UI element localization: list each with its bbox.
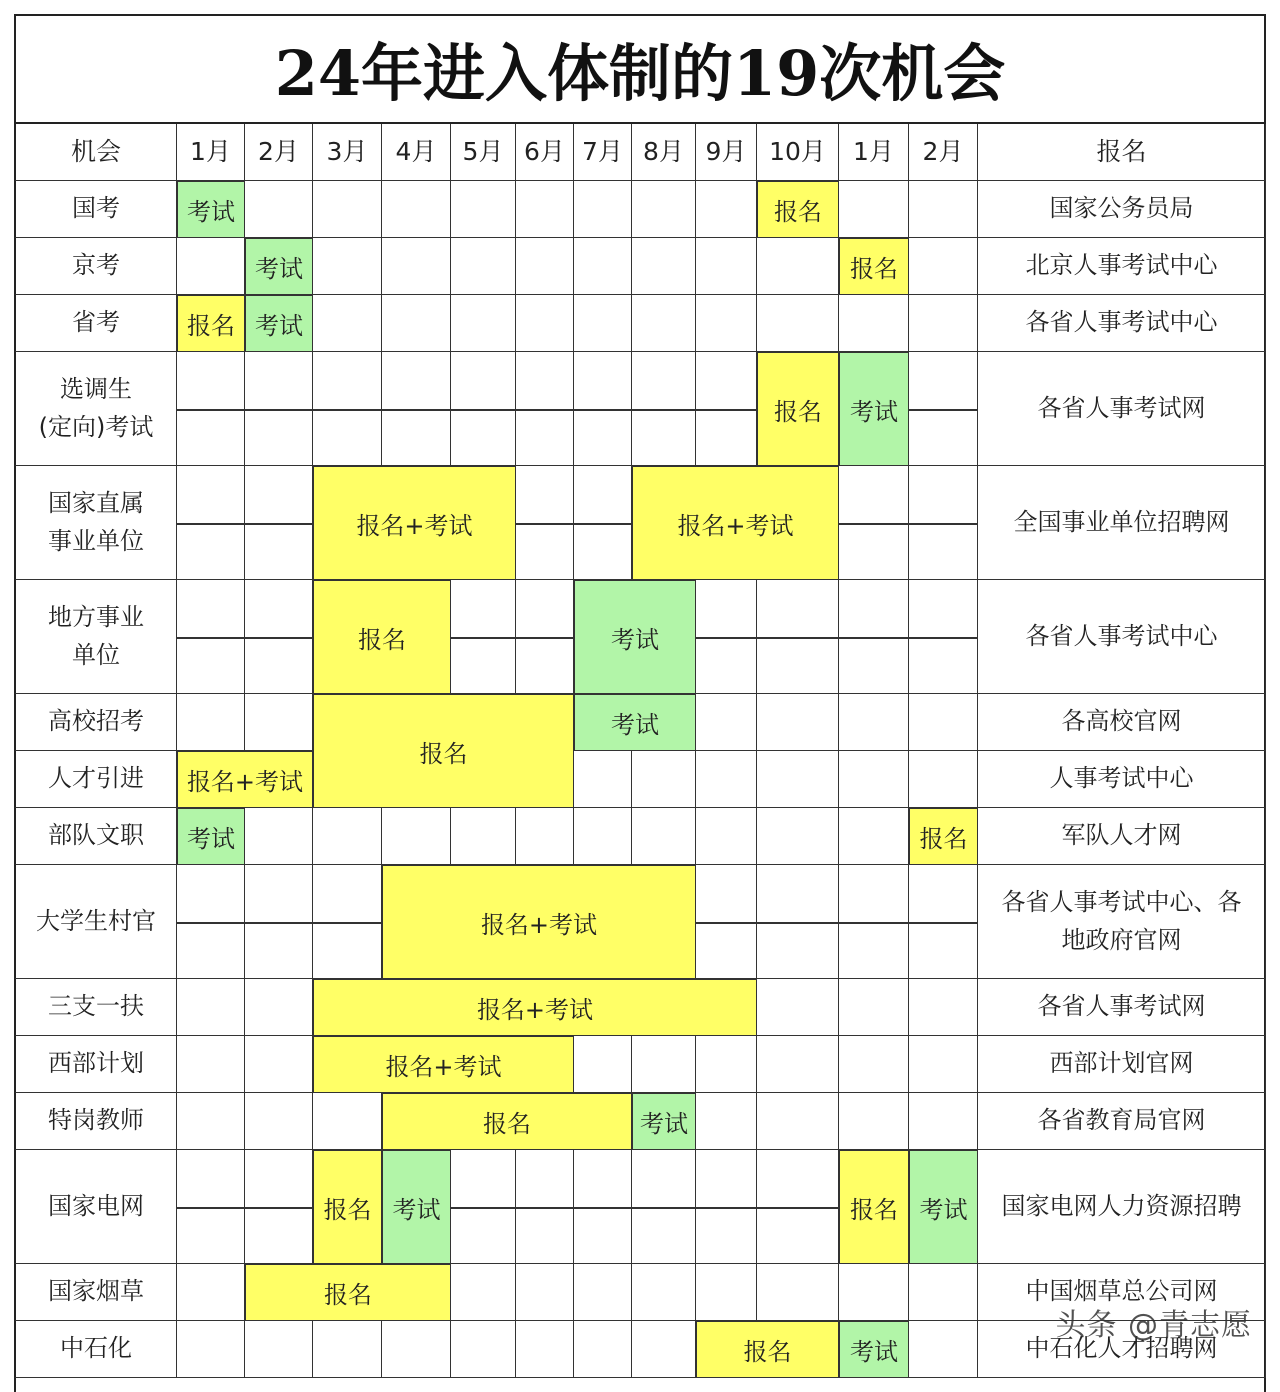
row-divider <box>632 409 696 411</box>
row-divider <box>245 922 313 924</box>
month-cell <box>245 694 313 751</box>
signup-bar: 报名+考试 <box>313 979 757 1036</box>
month-cell <box>696 238 757 295</box>
header-cell: 6月 <box>516 124 574 181</box>
signup-bar: 报名+考试 <box>313 466 516 580</box>
month-cell <box>632 181 696 238</box>
registration-source: 军队人才网 <box>978 808 1266 865</box>
row-divider <box>177 523 245 525</box>
month-cell <box>839 295 909 352</box>
month-cell <box>451 295 516 352</box>
month-cell <box>909 1264 978 1321</box>
registration-source: 中国烟草总公司网 <box>978 1264 1266 1321</box>
exam-bar: 考试 <box>177 808 245 865</box>
header-cell: 2月 <box>245 124 313 181</box>
month-cell <box>245 979 313 1036</box>
month-cell <box>382 238 451 295</box>
month-cell <box>177 979 245 1036</box>
opportunity-name: 三支一扶 <box>14 979 177 1036</box>
row-divider <box>839 523 909 525</box>
month-cell <box>313 808 382 865</box>
registration-source: 人事考试中心 <box>978 751 1266 808</box>
signup-bar: 报名+考试 <box>632 466 839 580</box>
month-cell <box>516 1264 574 1321</box>
exam-bar: 考试 <box>245 295 313 352</box>
row-divider <box>696 1207 757 1209</box>
signup-bar: 报名 <box>313 1150 382 1264</box>
month-cell <box>757 979 839 1036</box>
row-divider <box>245 523 313 525</box>
header-cell: 报名 <box>978 124 1266 181</box>
month-cell <box>757 808 839 865</box>
row-divider <box>839 922 909 924</box>
row-divider <box>909 922 978 924</box>
month-cell <box>574 751 632 808</box>
registration-source: 各省人事考试中心 <box>978 580 1266 694</box>
month-cell <box>696 808 757 865</box>
signup-bar: 报名+考试 <box>177 751 313 808</box>
month-cell <box>909 1321 978 1378</box>
watermark: 头条 @青志愿 <box>1055 1308 1252 1343</box>
row-divider <box>757 637 839 639</box>
exam-bar: 考试 <box>245 238 313 295</box>
opportunity-name: 部队文职 <box>14 808 177 865</box>
header-cell: 机会 <box>14 124 177 181</box>
month-cell <box>574 238 632 295</box>
month-cell <box>245 808 313 865</box>
row-divider <box>516 409 574 411</box>
month-cell <box>696 1264 757 1321</box>
registration-source: 各省人事考试中心、各 地政府官网 <box>978 865 1266 979</box>
registration-source: 国家公务员局 <box>978 181 1266 238</box>
month-cell <box>516 181 574 238</box>
month-cell <box>382 1321 451 1378</box>
row-divider <box>516 523 574 525</box>
signup-bar: 报名 <box>757 181 839 238</box>
month-cell <box>451 181 516 238</box>
month-cell <box>757 1036 839 1093</box>
row-divider <box>909 409 978 411</box>
opportunity-name: 地方事业 单位 <box>14 580 177 694</box>
row-divider <box>382 409 451 411</box>
signup-bar: 报名 <box>909 808 978 865</box>
registration-source: 北京人事考试中心 <box>978 238 1266 295</box>
row-divider <box>516 1207 574 1209</box>
month-cell <box>839 694 909 751</box>
month-cell <box>451 808 516 865</box>
header-cell: 9月 <box>696 124 757 181</box>
signup-bar: 报名 <box>245 1264 451 1321</box>
month-cell <box>313 1093 382 1150</box>
row-divider <box>632 1207 696 1209</box>
month-cell <box>382 808 451 865</box>
opportunity-name: 国家电网 <box>14 1150 177 1264</box>
month-cell <box>909 694 978 751</box>
month-cell <box>909 979 978 1036</box>
month-cell <box>574 1264 632 1321</box>
header-cell: 1月 <box>177 124 245 181</box>
month-cell <box>245 1093 313 1150</box>
month-cell <box>516 1321 574 1378</box>
month-cell <box>313 181 382 238</box>
signup-bar: 报名 <box>757 352 839 466</box>
opportunity-name: 大学生村官 <box>14 865 177 979</box>
month-cell <box>909 238 978 295</box>
month-cell <box>909 1036 978 1093</box>
month-cell <box>839 808 909 865</box>
exam-bar: 考试 <box>574 580 696 694</box>
row-divider <box>909 637 978 639</box>
registration-source: 国家电网人力资源招聘 <box>978 1150 1266 1264</box>
month-cell <box>696 694 757 751</box>
month-cell <box>245 1321 313 1378</box>
header-cell: 10月 <box>757 124 839 181</box>
month-cell <box>909 751 978 808</box>
month-cell <box>909 1093 978 1150</box>
opportunity-name: 高校招考 <box>14 694 177 751</box>
registration-source: 各省教育局官网 <box>978 1093 1266 1150</box>
registration-source: 西部计划官网 <box>978 1036 1266 1093</box>
opportunity-name: 京考 <box>14 238 177 295</box>
month-cell <box>696 1093 757 1150</box>
month-cell <box>839 1036 909 1093</box>
month-cell <box>574 295 632 352</box>
header-cell: 4月 <box>382 124 451 181</box>
row-divider <box>451 637 516 639</box>
header-cell: 1月 <box>839 124 909 181</box>
row-divider <box>313 409 382 411</box>
month-cell <box>839 751 909 808</box>
signup-bar: 报名 <box>839 238 909 295</box>
month-cell <box>516 808 574 865</box>
exam-bar: 考试 <box>177 181 245 238</box>
month-cell <box>839 1264 909 1321</box>
month-cell <box>574 808 632 865</box>
row-divider <box>757 1207 839 1209</box>
month-cell <box>313 1321 382 1378</box>
month-cell <box>632 808 696 865</box>
month-cell <box>909 295 978 352</box>
opportunity-name: 省考 <box>14 295 177 352</box>
month-cell <box>516 238 574 295</box>
exam-bar: 考试 <box>909 1150 978 1264</box>
month-cell <box>451 1321 516 1378</box>
month-cell <box>177 1093 245 1150</box>
month-cell <box>177 694 245 751</box>
row-divider <box>451 409 516 411</box>
header-cell: 5月 <box>451 124 516 181</box>
header-cell: 3月 <box>313 124 382 181</box>
month-cell <box>757 1093 839 1150</box>
opportunity-name: 特岗教师 <box>14 1093 177 1150</box>
row-divider <box>516 637 574 639</box>
opportunity-name: 国考 <box>14 181 177 238</box>
row-divider <box>574 523 632 525</box>
month-cell <box>313 295 382 352</box>
row-divider <box>313 922 382 924</box>
month-cell <box>245 1036 313 1093</box>
month-cell <box>632 1036 696 1093</box>
registration-source: 各省人事考试中心 <box>978 295 1266 352</box>
month-cell <box>757 295 839 352</box>
registration-source: 全国事业单位招聘网 <box>978 466 1266 580</box>
month-cell <box>382 181 451 238</box>
month-cell <box>177 238 245 295</box>
month-cell <box>839 1093 909 1150</box>
month-cell <box>177 1321 245 1378</box>
row-divider <box>177 637 245 639</box>
signup-bar: 报名 <box>696 1321 839 1378</box>
opportunity-name: 国家烟草 <box>14 1264 177 1321</box>
row-divider <box>757 922 839 924</box>
month-cell <box>696 751 757 808</box>
row-divider <box>909 523 978 525</box>
signup-bar: 报名+考试 <box>313 1036 574 1093</box>
header-cell: 7月 <box>574 124 632 181</box>
row-divider <box>696 922 757 924</box>
month-cell <box>574 181 632 238</box>
month-cell <box>757 751 839 808</box>
month-cell <box>313 238 382 295</box>
month-cell <box>757 694 839 751</box>
row-divider <box>696 637 757 639</box>
row-divider <box>245 637 313 639</box>
row-divider <box>574 409 632 411</box>
header-cell: 8月 <box>632 124 696 181</box>
header-cell: 2月 <box>909 124 978 181</box>
signup-bar: 报名 <box>313 694 574 808</box>
month-cell <box>574 1321 632 1378</box>
row-divider <box>696 409 757 411</box>
month-cell <box>451 1264 516 1321</box>
month-cell <box>632 295 696 352</box>
month-cell <box>757 1264 839 1321</box>
opportunity-name: 西部计划 <box>14 1036 177 1093</box>
month-cell <box>516 295 574 352</box>
row-divider <box>245 409 313 411</box>
exam-bar: 考试 <box>839 352 909 466</box>
signup-bar: 报名 <box>313 580 451 694</box>
month-cell <box>696 295 757 352</box>
signup-bar: 报名 <box>839 1150 909 1264</box>
registration-source: 各高校官网 <box>978 694 1266 751</box>
month-cell <box>909 181 978 238</box>
registration-source: 各省人事考试网 <box>978 352 1266 466</box>
month-cell <box>839 979 909 1036</box>
opportunity-name: 中石化 <box>14 1321 177 1378</box>
page-title: 24年进入体制的19次机会 <box>14 14 1266 124</box>
row-divider <box>177 1207 245 1209</box>
registration-source: 各省人事考试网 <box>978 979 1266 1036</box>
month-cell <box>177 1264 245 1321</box>
row-divider <box>245 1207 313 1209</box>
exam-bar: 考试 <box>839 1321 909 1378</box>
month-cell <box>245 181 313 238</box>
exam-bar: 考试 <box>382 1150 451 1264</box>
month-cell <box>632 751 696 808</box>
month-cell <box>632 1321 696 1378</box>
month-cell <box>632 238 696 295</box>
month-cell <box>632 1264 696 1321</box>
month-cell <box>177 1036 245 1093</box>
month-cell <box>696 181 757 238</box>
row-divider <box>451 1207 516 1209</box>
signup-bar: 报名+考试 <box>382 865 696 979</box>
month-cell <box>696 1036 757 1093</box>
month-cell <box>574 1036 632 1093</box>
signup-bar: 报名 <box>177 295 245 352</box>
exam-bar: 考试 <box>574 694 696 751</box>
exam-bar: 考试 <box>632 1093 696 1150</box>
opportunity-name: 选调生 (定向)考试 <box>14 352 177 466</box>
month-cell <box>757 238 839 295</box>
row-divider <box>574 1207 632 1209</box>
month-cell <box>839 181 909 238</box>
signup-bar: 报名 <box>382 1093 632 1150</box>
registration-source: 中石化人才招聘网 <box>978 1321 1266 1378</box>
row-divider <box>177 409 245 411</box>
row-divider <box>839 637 909 639</box>
opportunity-name: 人才引进 <box>14 751 177 808</box>
month-cell <box>382 295 451 352</box>
opportunity-name: 国家直属 事业单位 <box>14 466 177 580</box>
row-divider <box>177 922 245 924</box>
month-cell <box>451 238 516 295</box>
